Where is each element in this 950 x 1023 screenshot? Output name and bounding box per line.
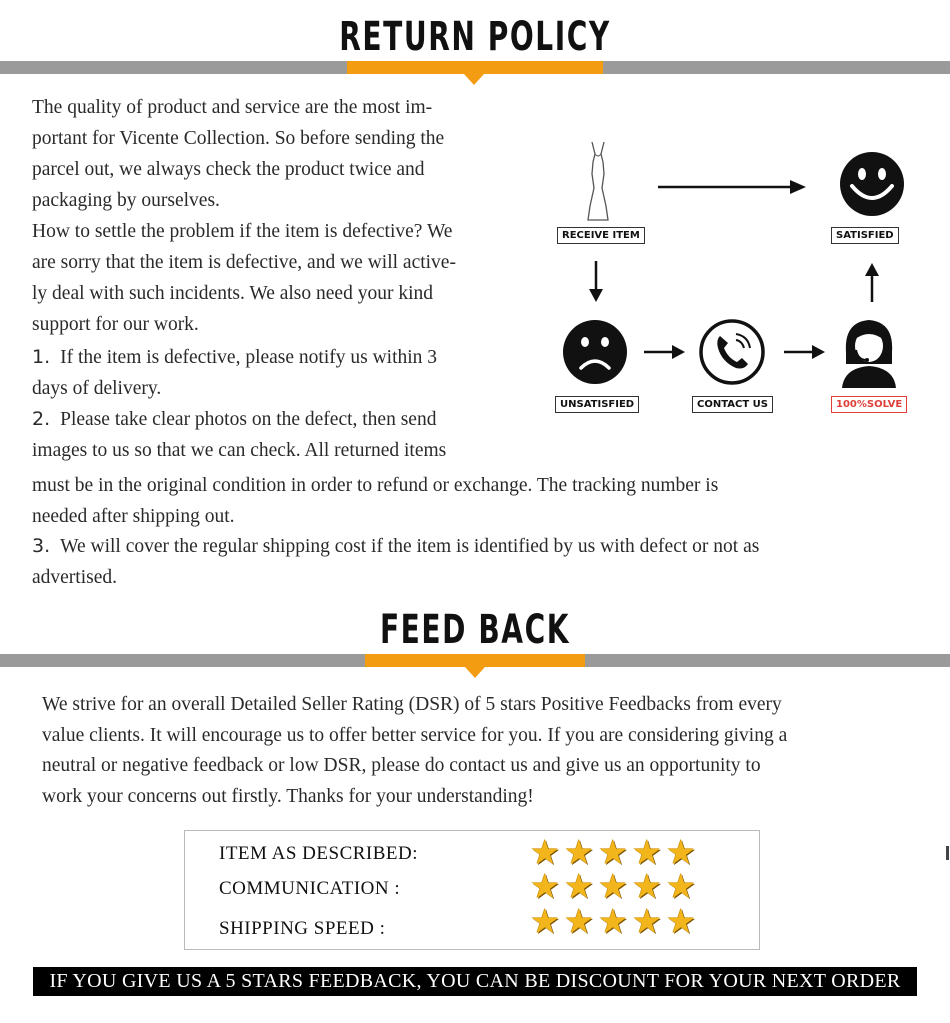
star-icon: ★ [529, 867, 561, 907]
policy-item-2: 2. Please take clear photos on the defect, then send images to us so that we can check. All returned items must be in the original condition in order to refund or exchange. The tracking number is needed after shipping out. [32, 408, 719, 527]
satisfied-label: SATISFIED [831, 227, 899, 244]
phone-icon [698, 318, 766, 386]
rating-label-item-described: ITEM AS DESCRIBED: [219, 843, 419, 864]
arrow-right-icon [658, 178, 808, 196]
return-policy-intro: The quality of product and service are the most im- portant for Vicente Collection. So before sending the parcel out, we always check the product twice and packaging by ourselves. How to settle the problem if the item is defective? We are sorry that the item is defective, and we will active- ly deal with such incidents. We also need your kind support for our work. [32, 97, 456, 335]
rating-stars [529, 833, 697, 873]
rating-box [184, 830, 760, 950]
arrow-down-icon [587, 261, 605, 303]
star-icon: ★ [597, 833, 629, 873]
policy-item-1-number: 1. [32, 346, 51, 368]
contact-us-label: CONTACT US [692, 396, 773, 413]
feedback-title: FEED BACK [379, 607, 571, 653]
policy-item-3-number: 3. [32, 535, 51, 557]
support-agent-icon [838, 316, 900, 388]
star-icon: ★ [563, 902, 595, 942]
receive-item-label: RECEIVE ITEM [557, 227, 645, 244]
policy-item-2-number: 2. [32, 408, 51, 430]
rating-stars [529, 902, 697, 942]
feedback-text: We strive for an overall Detailed Seller Rating (DSR) of 5 stars Positive Feedbacks from every value clients. It will encourage us to offer better service for you. If you are considering giving a neutral or negative feedback or low DSR, please do contact us and give us an opportunity to work your concerns out firstly. Thanks for your understanding! [42, 694, 788, 807]
policy-item-1: 1. If the item is defective, please notify us within 3 days of delivery. [32, 346, 438, 399]
return-policy-pointer [464, 74, 484, 85]
star-icon: ★ [597, 902, 629, 942]
dress-icon [582, 140, 614, 224]
star-icon: ★ [631, 902, 663, 942]
star-icon: ★ [665, 833, 697, 873]
sad-face-icon [561, 318, 629, 386]
star-icon: ★ [563, 867, 595, 907]
star-icon: ★ [563, 833, 595, 873]
return-policy-accent-bar [347, 61, 603, 74]
star-icon: ★ [597, 867, 629, 907]
star-icon: ★ [665, 902, 697, 942]
policy-item-3: 3. We will cover the regular shipping cost if the item is identified by us with defect or not as advertised. [32, 535, 760, 588]
rating-label-communication: COMMUNICATION : [219, 878, 401, 899]
star-icon: ★ [529, 902, 561, 942]
discount-banner: IF YOU GIVE US A 5 STARS FEEDBACK, YOU CAN BE DISCOUNT FOR YOUR NEXT ORDER [33, 967, 917, 996]
rating-stars [529, 867, 697, 907]
rating-label-shipping-speed: SHIPPING SPEED : [219, 918, 386, 939]
arrow-up-icon [863, 262, 881, 302]
solve-label: 100%SOLVE [831, 396, 907, 413]
smiley-face-icon [838, 150, 906, 218]
star-icon: ★ [631, 833, 663, 873]
star-icon: ★ [631, 867, 663, 907]
edge-mark [946, 846, 949, 860]
feedback-pointer [465, 667, 485, 678]
arrow-right-icon [644, 343, 686, 361]
feedback-accent-bar [365, 654, 585, 667]
star-icon: ★ [665, 867, 697, 907]
return-policy-title: RETURN POLICY [339, 14, 611, 60]
arrow-right-icon [784, 343, 826, 361]
unsatisfied-label: UNSATISFIED [555, 396, 639, 413]
star-icon: ★ [529, 833, 561, 873]
